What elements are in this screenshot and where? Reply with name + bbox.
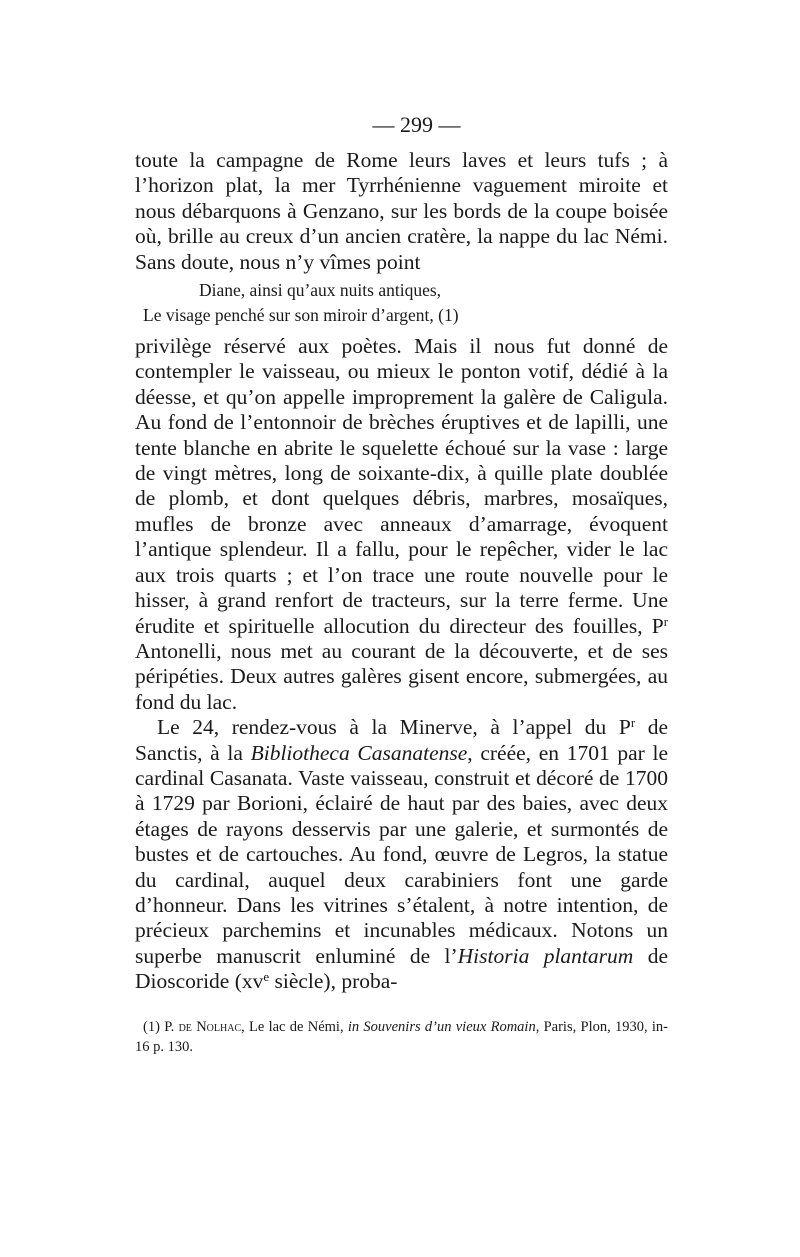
paragraph-3-part-2: de Sanctis, à la — [135, 715, 669, 765]
paragraph-1: toute la campagne de Rome leurs laves et leurs tufs ; à l’horizon plat, la mer Tyrrhénienne vaguement miroite et nous débarquons à Genzano, sur les bords de la coupe boisée où, brille au creux d’un ancien cratère, la nappe du lac Némi. Sans doute, nous n’y vîmes point — [135, 148, 668, 274]
footnote-source: in Souvenirs d’un vieux Romain — [347, 1018, 536, 1035]
footnote-author-name: Nolhac — [196, 1018, 242, 1035]
paragraph-3 — [135, 715, 668, 994]
paragraph-3-part-5: siècle), proba- — [274, 969, 398, 994]
footnote — [135, 1017, 668, 1057]
footnote-mark: (1) — [143, 1018, 160, 1035]
paragraph-3-part-3: , créée, en 1701 par le cardinal Casanata. Vaste vaisseau, construit et décoré de 1700 à 1729 par Borioni, éclairé de haut par des baies, avec deux étages de rayons desservis par une galerie, et surmontés de bustes et de cartouches. Au fond, œuvre de Legros, la statue du cardinal, auquel deux carabiniers font une garde d’honneur. Dans les vitrines s’étalent, à notre intention, de précieux parchemins et incunables médicaux. Notons un superbe manuscrit enluminé de l’ — [135, 740, 669, 968]
century-superscript: e — [263, 970, 270, 985]
paragraph-2 — [135, 334, 668, 715]
footnote-text-2: , Paris, Plon, 1930, in-16 p. 130. — [135, 1018, 669, 1055]
book-page — [135, 110, 668, 1057]
work-title: Historia plantarum — [457, 943, 634, 968]
library-name: Bibliotheca Casanatense — [250, 740, 468, 765]
paragraph-3-part-4: de Dioscoride (xv — [135, 943, 668, 994]
paragraph-2-text-a: privilège réservé aux poètes. Mais il nous fut donné de contempler le vaisseau, ou mieux le ponton votif, dédié à la déesse, et qu’on appelle improprement la galère de Caligula. Au fond de l’entonnoir de brèches éruptives et de lapilli, une tente blanche en abrite le squelette échoué sur la vase : large de vingt mètres, long de soixante-dix, à quille plate doublée de plomb, et dont quelques débris, marbres, mosaïques, mufles de bronze avec anneaux d’amarrage, évoquent l’antique splendeur. Il a fallu, pour le repêcher, vider le lac aux trois quarts ; et l’on trace une route nouvelle pour le hisser, à grand renfort de tracteurs, sur la terre ferme. Une érudite et spirituelle allocution du directeur des fouilles, — [135, 334, 668, 638]
verse-quotation — [135, 278, 668, 328]
footnote-author-particle: de — [178, 1018, 192, 1035]
professor-title-1: $P^r$ — [651, 613, 669, 638]
verse-line-1: Diane, ainsi qu’aux nuits antiques, — [199, 280, 442, 301]
footnote-text-1: , Le lac de Némi, — [241, 1018, 344, 1035]
paragraph-2-text-b: Antonelli, nous met au courant de la découverte, et de ses péripéties. Deux autres galères gisent encore, submergées, au fond du lac. — [135, 638, 668, 714]
paragraph-3-part-1: Le 24, rendez-vous à la Minerve, à l’appel du — [157, 715, 607, 740]
page-number: — 299 — — [372, 112, 461, 137]
professor-title-2: $P^r$ — [618, 715, 636, 740]
footnote-author-initial: P. — [164, 1018, 175, 1035]
professor-title-2-sup: r — [630, 716, 636, 731]
verse-line-2: Le visage penché sur son miroir d’argent, (1) — [143, 305, 459, 326]
professor-title-1-sup: r — [663, 614, 669, 629]
